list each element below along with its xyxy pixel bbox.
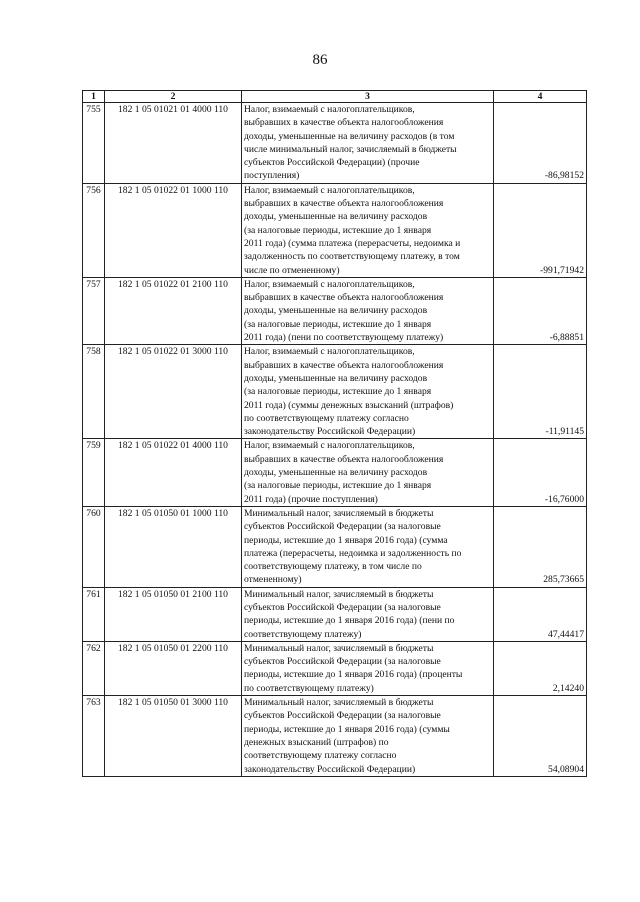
description-line: субъектов Российской Федерации (за налоговые <box>244 601 441 613</box>
description-line: периоды, истекшие до 1 января 2016 года) (сумма <box>244 534 448 546</box>
table-header-row <box>83 91 587 103</box>
description-line: соответствующему платежу согласно <box>244 750 397 762</box>
income-description <box>242 641 494 695</box>
budget-classification-code: 182 1 05 01022 01 1000 110 <box>105 183 242 277</box>
amount: 47,44417 <box>494 587 587 641</box>
table-row <box>83 587 587 641</box>
row-number: 758 <box>83 345 105 439</box>
income-description <box>242 277 494 344</box>
description-line: субъектов Российской Федерации) (прочие <box>244 157 420 169</box>
table-row <box>83 696 587 777</box>
row-number: 761 <box>83 587 105 641</box>
column-header-4: 4 <box>494 91 587 103</box>
description-line: числе минимальный налог, зачисляемый в бюджеты <box>244 143 457 155</box>
description-line: по соответствующему платежу согласно <box>244 412 409 424</box>
description-line: Налог, взимаемый с налогоплательщиков, <box>244 104 415 115</box>
description-line: Минимальный налог, зачисляемый в бюджеты <box>244 697 434 709</box>
description-line: законодательству Российской Федерации) <box>244 763 416 775</box>
description-line: выбравших в качестве объекта налогообложения <box>244 198 444 210</box>
budget-classification-code: 182 1 05 01022 01 4000 110 <box>105 439 242 506</box>
description-line: поступления) <box>244 170 300 182</box>
amount: -991,71942 <box>494 183 587 277</box>
budget-classification-code: 182 1 05 01021 01 4000 110 <box>105 103 242 184</box>
table-row <box>83 277 587 344</box>
column-header-2: 2 <box>105 91 242 103</box>
description-line: 2011 года) (пени по соответствующему платежу) <box>244 332 444 344</box>
budget-classification-code: 182 1 05 01022 01 3000 110 <box>105 345 242 439</box>
income-description <box>242 183 494 277</box>
description-line: выбравших в качестве объекта налогообложения <box>244 117 444 129</box>
row-number: 760 <box>83 506 105 587</box>
income-description <box>242 345 494 439</box>
budget-classification-code: 182 1 05 01050 01 2200 110 <box>105 641 242 695</box>
description-line: выбравших в качестве объекта налогообложения <box>244 359 444 371</box>
description-line: периоды, истекшие до 1 января 2016 года) (пени по <box>244 615 455 627</box>
amount: 285,73665 <box>494 506 587 587</box>
amount: -11,91145 <box>494 345 587 439</box>
description-line: законодательству Российской Федерации) <box>244 426 416 438</box>
description-line: субъектов Российской Федерации (за налоговые <box>244 656 441 668</box>
table-row <box>83 439 587 506</box>
description-line: выбравших в качестве объекта налогообложения <box>244 453 444 465</box>
amount: -6,88851 <box>494 277 587 344</box>
description-line: доходы, уменьшенные на величину расходов <box>244 211 428 223</box>
description-line: субъектов Российской Федерации (за налоговые <box>244 710 441 722</box>
budget-classification-code: 182 1 05 01050 01 3000 110 <box>105 696 242 777</box>
description-line: (за налоговые периоды, истекшие до 1 января <box>244 386 432 398</box>
income-description <box>242 439 494 506</box>
description-line: (за налоговые периоды, истекшие до 1 января <box>244 318 432 330</box>
row-number: 755 <box>83 103 105 184</box>
description-line: по соответствующему платежу) <box>244 682 374 694</box>
description-line: (за налоговые периоды, истекшие до 1 января <box>244 480 432 492</box>
budget-classification-code: 182 1 05 01022 01 2100 110 <box>105 277 242 344</box>
description-line: доходы, уменьшенные на величину расходов <box>244 467 428 479</box>
table-row <box>83 506 587 587</box>
description-line: соответствующему платежу) <box>244 628 362 640</box>
description-line: 2011 года) (суммы денежных взысканий (штрафов) <box>244 399 454 411</box>
description-line: выбравших в качестве объекта налогообложения <box>244 292 444 304</box>
income-description <box>242 696 494 777</box>
amount: -16,76000 <box>494 439 587 506</box>
row-number: 756 <box>83 183 105 277</box>
description-line: Минимальный налог, зачисляемый в бюджеты <box>244 507 434 519</box>
description-line: 2011 года) (сумма платежа (перерасчеты, недоимка и <box>244 237 461 249</box>
income-description <box>242 103 494 184</box>
row-number: 763 <box>83 696 105 777</box>
description-line: Минимальный налог, зачисляемый в бюджеты <box>244 642 434 654</box>
page-number: 86 <box>312 52 328 68</box>
description-line: Налог, взимаемый с налогоплательщиков, <box>244 184 415 196</box>
description-line: денежных взысканий (штрафов) по <box>244 736 389 748</box>
column-header-3: 3 <box>242 91 494 103</box>
description-line: субъектов Российской Федерации (за налоговые <box>244 521 441 533</box>
description-line: Налог, взимаемый с налогоплательщиков, <box>244 278 415 290</box>
table-row <box>83 345 587 439</box>
row-number: 759 <box>83 439 105 506</box>
table-row <box>83 641 587 695</box>
table-body <box>83 103 587 777</box>
income-description <box>242 506 494 587</box>
description-line: 2011 года) (прочие поступления) <box>244 493 378 505</box>
budget-classification-code: 182 1 05 01050 01 1000 110 <box>105 506 242 587</box>
description-line: платежа (перерасчеты, недоимка и задолженность по <box>244 547 462 559</box>
description-line: периоды, истекшие до 1 января 2016 года) (проценты <box>244 669 463 681</box>
description-line: соответствующему платежу, в том числе по <box>244 561 422 573</box>
budget-classification-code: 182 1 05 01050 01 2100 110 <box>105 587 242 641</box>
description-line: доходы, уменьшенные на величину расходов <box>244 305 428 317</box>
description-line: Налог, взимаемый с налогоплательщиков, <box>244 346 415 358</box>
description-line: доходы, уменьшенные на величину расходов (в том <box>244 130 455 142</box>
description-line: отмененному) <box>244 574 302 586</box>
amount: 2,14240 <box>494 641 587 695</box>
column-header-1: 1 <box>83 91 105 103</box>
row-number: 762 <box>83 641 105 695</box>
description-line: Налог, взимаемый с налогоплательщиков, <box>244 440 415 452</box>
table-row <box>83 103 587 184</box>
row-number: 757 <box>83 277 105 344</box>
description-line: Минимальный налог, зачисляемый в бюджеты <box>244 588 434 600</box>
description-line: периоды, истекшие до 1 января 2016 года) (суммы <box>244 723 450 735</box>
description-line: (за налоговые периоды, истекшие до 1 января <box>244 224 432 236</box>
description-line: числе по отмененному) <box>244 264 340 276</box>
amount: -86,98152 <box>494 103 587 184</box>
amount: 54,08904 <box>494 696 587 777</box>
budget-table <box>82 90 587 777</box>
description-line: задолженность по соответствующему платежу, в том <box>244 251 460 263</box>
table-row <box>83 183 587 277</box>
income-description <box>242 587 494 641</box>
description-line: доходы, уменьшенные на величину расходов <box>244 372 428 384</box>
